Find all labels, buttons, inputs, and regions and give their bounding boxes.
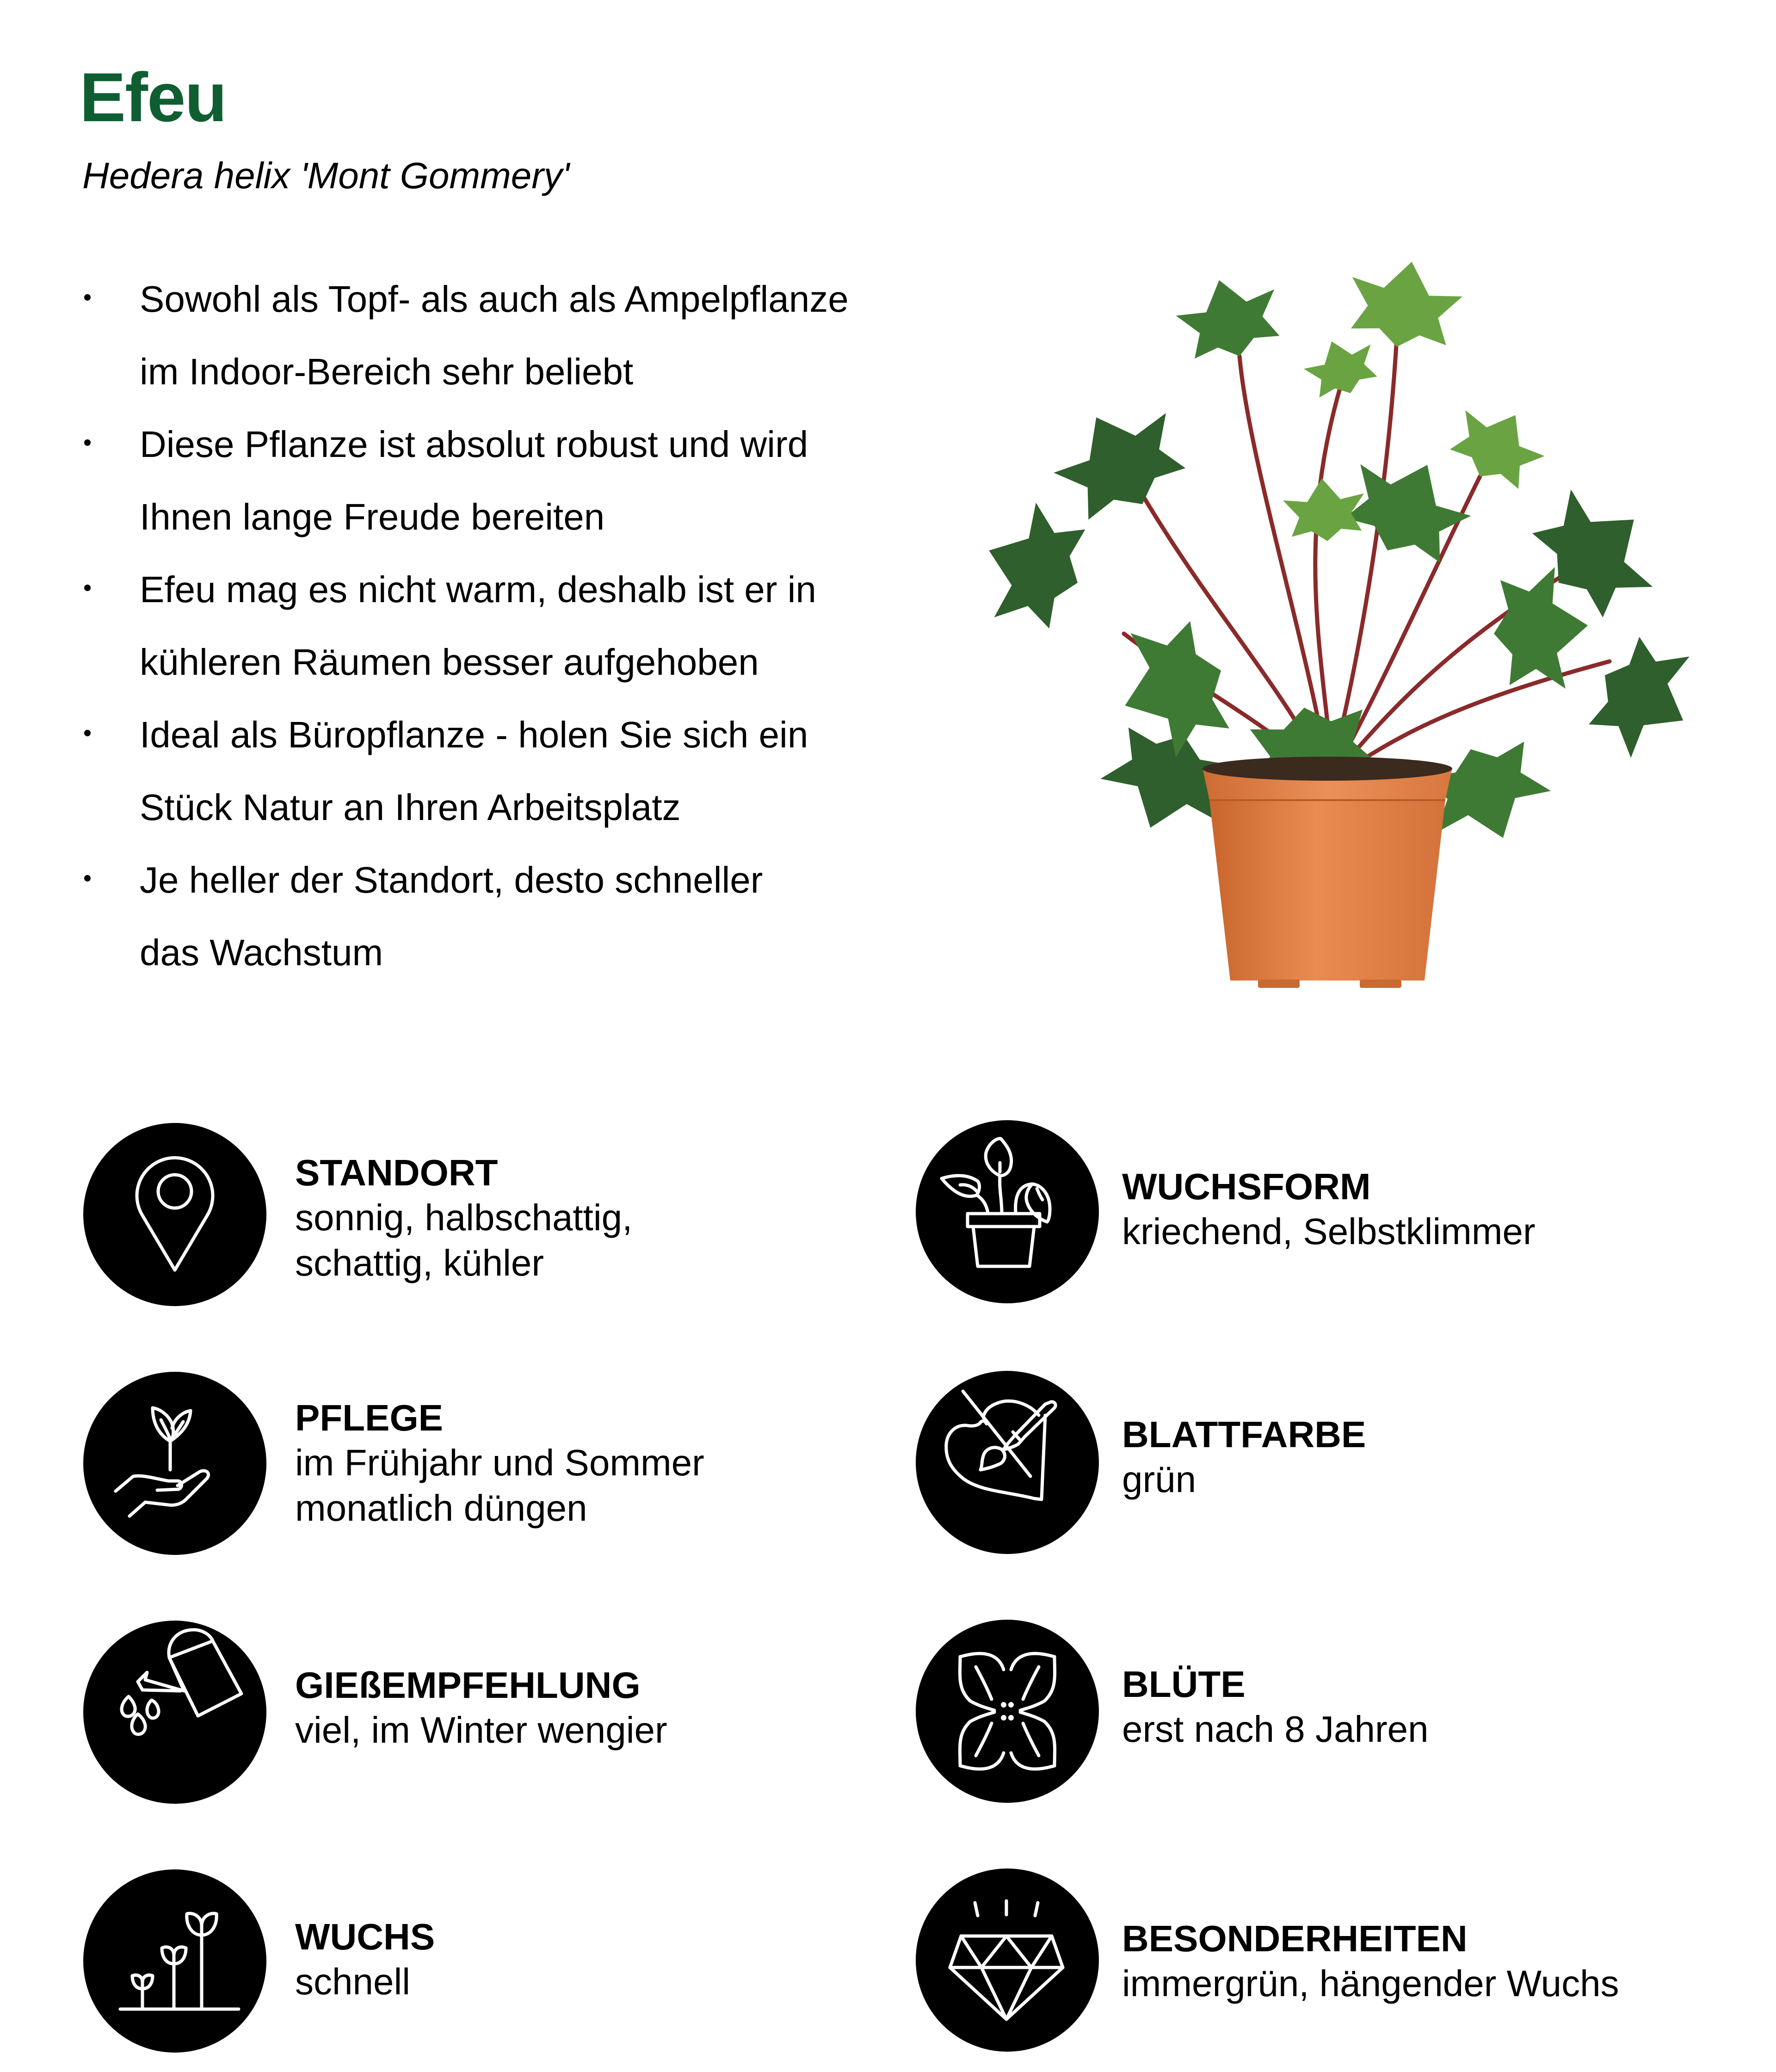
icon-circle [83,1869,266,2053]
bullet-item [74,263,906,408]
feature-description: sonnig, halbschattig, [295,1197,633,1238]
bullet-item [74,698,906,844]
feature-heading: GIEßEMPFEHLUNG [295,1665,641,1706]
bullet-item [74,844,906,989]
potted-plant-icon [916,1120,1099,1303]
botanical-name: Hedera helix 'Mont Gommery' [82,155,570,196]
icon-circle [916,1120,1099,1303]
pot [1202,757,1452,988]
product-image [925,217,1776,994]
feature-heading: STANDORT [295,1152,498,1193]
bullet-text: Diese Pflanze ist absolut robust und wird [140,424,808,465]
bullet-text: Sowohl als Topf- als auch als Ampelpflanze [140,278,849,320]
bullet-text: Stück Natur an Ihren Arbeitsplatz [140,787,681,828]
feature-heading: BESONDERHEITEN [1122,1918,1468,1959]
icon-circle [83,1123,266,1306]
location-pin-icon [83,1123,266,1306]
bullet-icon [84,730,91,736]
bullet-item [74,553,906,698]
feature-description: monatlich düngen [295,1487,587,1529]
icon-circle [83,1372,266,1555]
feature-heading: PFLEGE [295,1397,444,1438]
bullet-text: Efeu mag es nicht warm, deshalb ist er in [140,569,816,610]
diamond-icon [916,1868,1099,2052]
bullet-icon [84,439,91,446]
leaf-brush-icon [916,1371,1099,1554]
feature-heading: WUCHS [295,1916,435,1957]
bullet-text: Ideal als Büropflanze - holen Sie sich ein [140,714,808,755]
bullet-text: kühleren Räumen besser aufgehoben [140,641,759,683]
page-title: Efeu [80,58,227,136]
feature-heading: BLÜTE [1122,1664,1246,1705]
icon-circle [916,1371,1099,1554]
flower-icon [916,1620,1099,1803]
watering-can-icon [83,1621,266,1804]
feature-description: grün [1122,1459,1196,1500]
bullet-text: Ihnen lange Freude bereiten [140,496,605,537]
feature-description: im Frühjahr und Sommer [295,1442,704,1483]
feature-description: viel, im Winter wengier [295,1709,667,1751]
bullet-text: im Indoor-Bereich sehr beliebt [140,351,634,392]
bullet-text: das Wachstum [140,932,383,973]
bullet-text: Je heller der Standort, desto schneller [140,859,763,900]
bullet-icon [84,585,91,591]
icon-circle [916,1868,1099,2052]
seedlings-icon [83,1869,266,2053]
feature-heading: BLATTFARBE [1122,1414,1366,1455]
feature-description: schnell [295,1961,411,2002]
bullet-item [74,408,906,553]
ivy-plant-illustration [925,217,1776,994]
bullet-icon [84,294,91,301]
feature-heading: WUCHSFORM [1122,1166,1371,1207]
feature-description: immergrün, hängender Wuchs [1122,1963,1619,2004]
feature-description: kriechend, Selbstklimmer [1122,1211,1536,1252]
bullet-icon [84,875,91,882]
feature-bullet-list [74,263,906,989]
feature-description: erst nach 8 Jahren [1122,1708,1429,1750]
icon-circle [83,1621,266,1804]
feature-description: schattig, kühler [295,1242,544,1283]
hand-sprout-icon [83,1372,266,1555]
icon-circle [916,1620,1099,1803]
